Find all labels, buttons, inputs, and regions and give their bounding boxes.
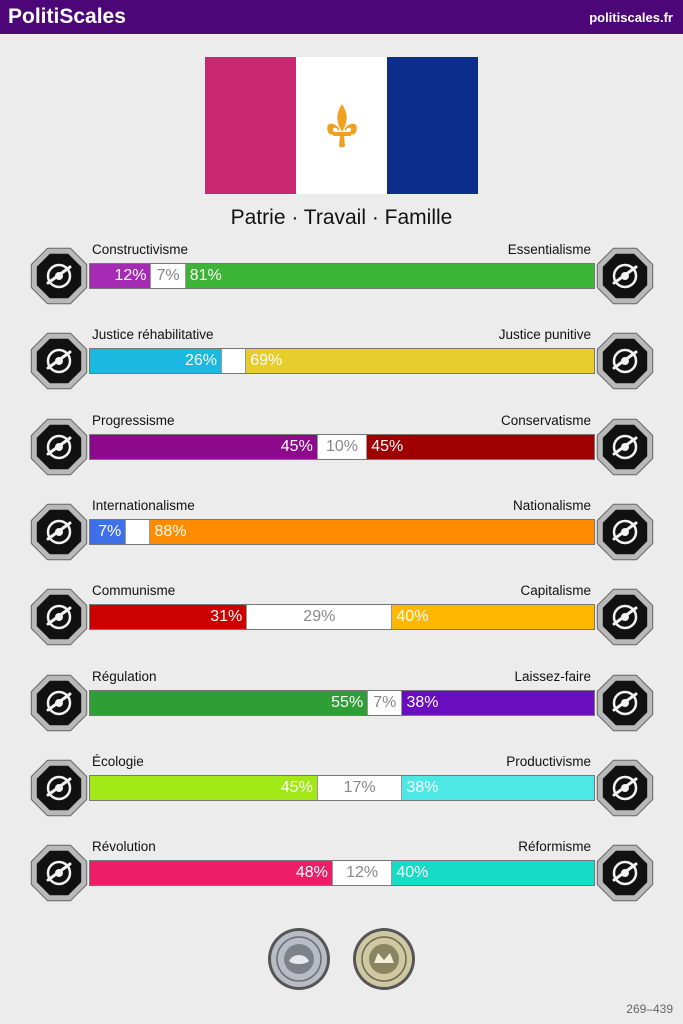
axis-center-segment bbox=[221, 349, 246, 373]
result-code: 269–439 bbox=[626, 1002, 673, 1016]
axis-right-segment: 69% bbox=[246, 349, 594, 373]
axis-right-segment: 40% bbox=[392, 861, 594, 885]
site-link[interactable]: politiscales.fr bbox=[589, 9, 673, 25]
axis-row bbox=[0, 412, 683, 496]
axis-left-label: Communisme bbox=[92, 583, 176, 599]
axis-center-segment: 17% bbox=[317, 776, 403, 800]
hammer-sickle-icon bbox=[28, 586, 90, 648]
axis-row bbox=[0, 668, 683, 752]
handshake-icon bbox=[28, 330, 90, 392]
flag-icon bbox=[594, 501, 656, 563]
fist-icon bbox=[28, 842, 90, 904]
axis-right-label: Capitalisme bbox=[520, 583, 591, 599]
axis-right-segment: 38% bbox=[402, 691, 594, 715]
axis-row bbox=[0, 242, 683, 325]
money-bag-icon bbox=[594, 586, 656, 648]
axis-row bbox=[0, 839, 683, 922]
flag-stripe-right bbox=[387, 57, 478, 194]
progress-icon bbox=[28, 416, 90, 478]
motto-text: Patrie · Travail · Famille bbox=[230, 206, 453, 229]
silver-medal-icon[interactable] bbox=[267, 927, 331, 991]
prison-bars-icon bbox=[594, 330, 656, 392]
axis-left-segment: 26% bbox=[90, 349, 221, 373]
globe-icon bbox=[28, 501, 90, 563]
axis-right-label: Réformisme bbox=[518, 839, 591, 855]
flag-stripe-left bbox=[205, 57, 296, 194]
axis-right-label: Productivisme bbox=[506, 753, 591, 769]
brand-title[interactable]: PolitiScales bbox=[8, 5, 126, 28]
axis-row bbox=[0, 327, 683, 410]
axis-left-segment: 12% bbox=[90, 264, 150, 288]
axis-left-segment: 45% bbox=[90, 776, 317, 800]
butterflies-icon bbox=[594, 672, 656, 734]
axis-left-segment: 55% bbox=[90, 691, 367, 715]
axis-bar bbox=[89, 775, 595, 801]
factory-icon bbox=[594, 757, 656, 819]
flag-stripe-middle bbox=[296, 57, 387, 194]
axis-bar bbox=[89, 860, 595, 886]
axis-row bbox=[0, 753, 683, 837]
axis-bar bbox=[89, 604, 595, 630]
axis-left-label: Révolution bbox=[92, 839, 156, 855]
regulation-icon bbox=[28, 672, 90, 734]
result-flag bbox=[205, 57, 478, 194]
axis-left-label: Justice réhabilitative bbox=[92, 327, 214, 343]
axis-left-segment: 31% bbox=[90, 605, 246, 629]
quill-icon bbox=[594, 416, 656, 478]
axis-row bbox=[0, 497, 683, 581]
axis-right-segment: 45% bbox=[367, 435, 594, 459]
axis-left-segment: 48% bbox=[90, 861, 332, 885]
axis-left-segment: 45% bbox=[90, 435, 317, 459]
axis-right-segment: 38% bbox=[402, 776, 594, 800]
axis-right-label: Justice punitive bbox=[498, 327, 591, 343]
axis-right-segment: 40% bbox=[392, 605, 594, 629]
gold-medal-icon[interactable] bbox=[352, 927, 416, 991]
axis-bar bbox=[89, 348, 595, 374]
axis-right-label: Nationalisme bbox=[512, 497, 591, 513]
axis-row bbox=[0, 583, 683, 666]
axis-left-label: Internationalisme bbox=[92, 497, 195, 513]
axis-right-label: Conservatisme bbox=[500, 412, 591, 428]
axis-center-segment: 12% bbox=[332, 861, 392, 885]
constructivism-icon bbox=[28, 245, 90, 307]
fleur-de-lis-icon bbox=[325, 102, 359, 150]
ballot-icon bbox=[594, 842, 656, 904]
axis-bar bbox=[89, 690, 595, 716]
axis-center-segment: 29% bbox=[246, 605, 392, 629]
axis-right-segment: 81% bbox=[186, 264, 594, 288]
ecology-icon bbox=[28, 757, 90, 819]
axis-bar bbox=[89, 263, 595, 289]
axis-left-label: Écologie bbox=[92, 753, 144, 769]
header-bar bbox=[0, 0, 683, 34]
axis-center-segment: 10% bbox=[317, 435, 367, 459]
axis-center-segment: 7% bbox=[150, 264, 185, 288]
axis-bar bbox=[89, 519, 595, 545]
axis-right-label: Essentialisme bbox=[507, 242, 591, 257]
axis-center-segment: 7% bbox=[367, 691, 402, 715]
axis-left-label: Régulation bbox=[92, 668, 157, 684]
axis-bar bbox=[89, 434, 595, 460]
axis-left-label: Constructivisme bbox=[92, 242, 189, 257]
axis-center-segment bbox=[125, 520, 150, 544]
axis-left-label: Progressisme bbox=[92, 412, 175, 428]
axis-right-segment: 88% bbox=[150, 520, 594, 544]
axis-right-label: Laissez-faire bbox=[514, 668, 591, 684]
essentialism-icon bbox=[594, 245, 656, 307]
axis-left-segment: 7% bbox=[90, 520, 125, 544]
